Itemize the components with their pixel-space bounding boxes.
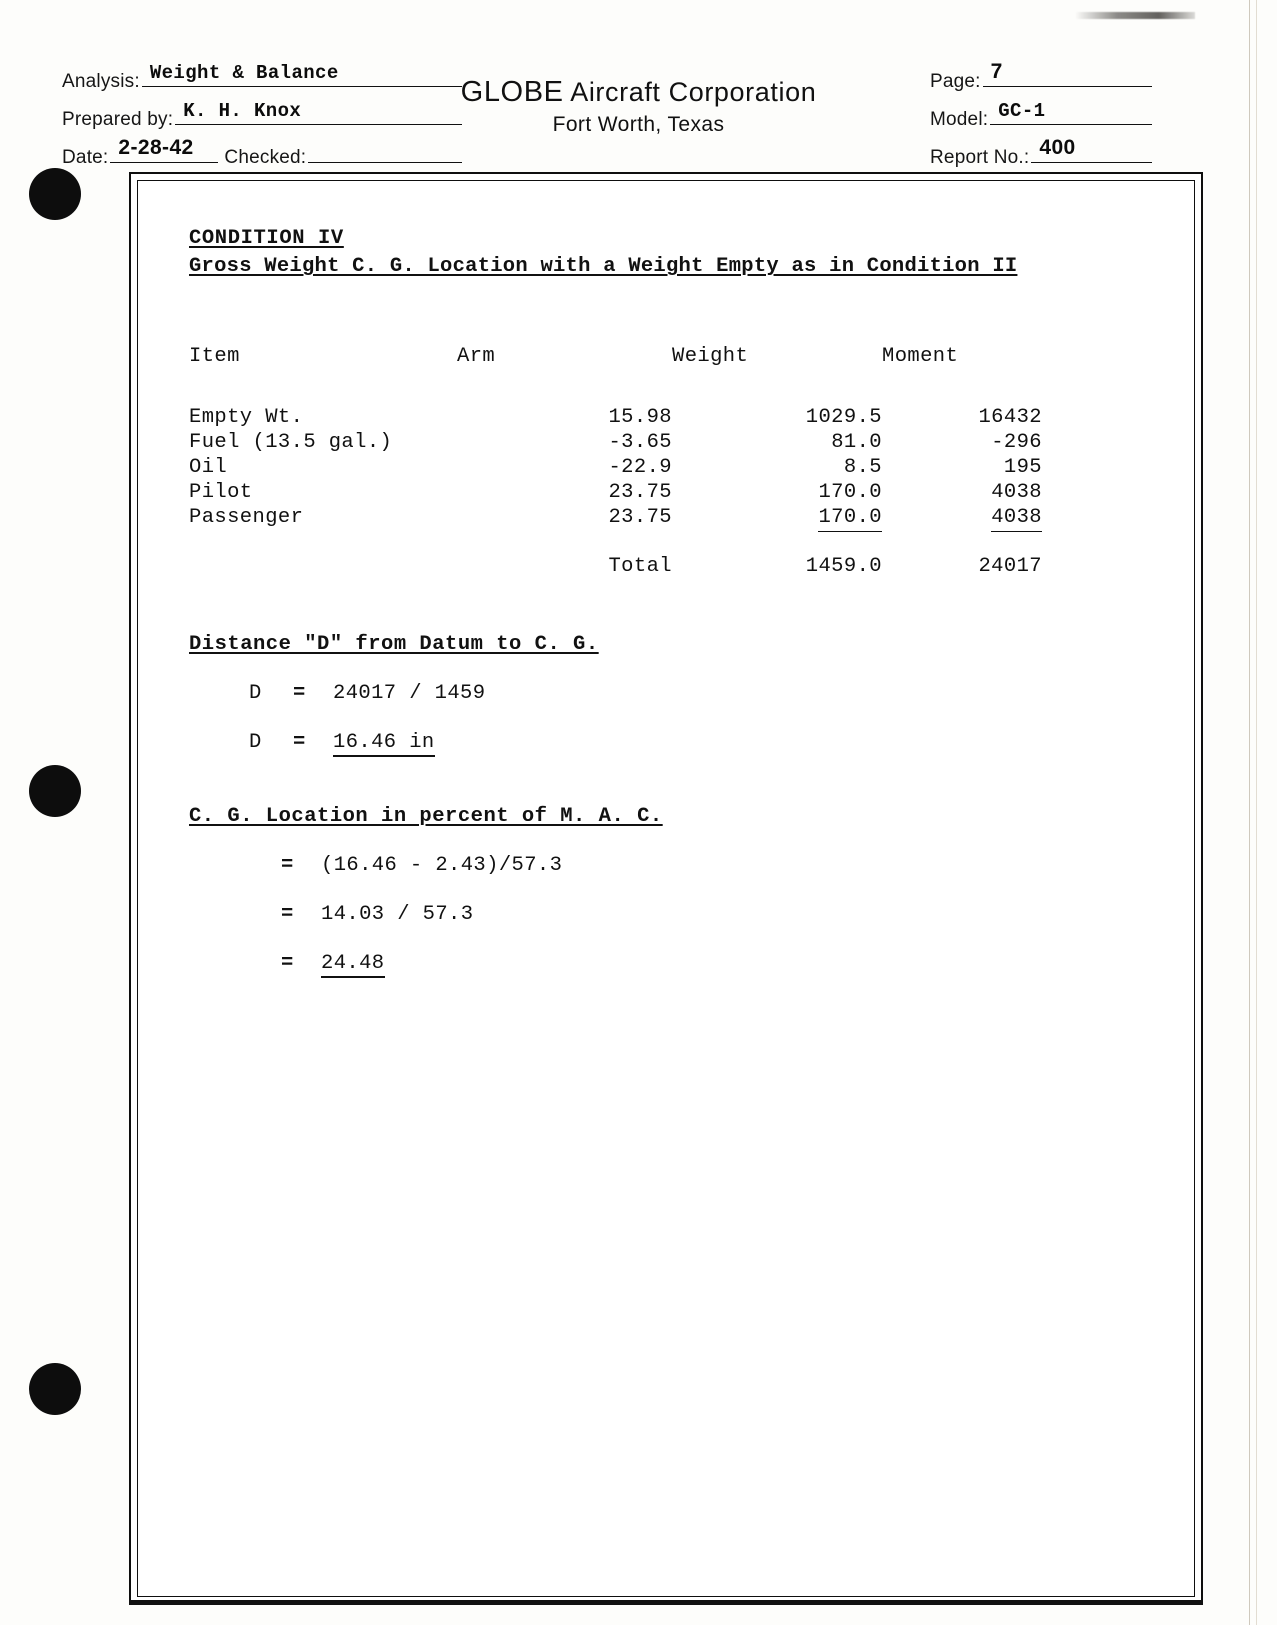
condition-title: CONDITION IV	[189, 227, 344, 250]
row-item: Fuel (13.5 gal.)	[189, 430, 393, 454]
column-header-weight: Weight	[672, 344, 749, 368]
distance-var-1: D	[249, 681, 262, 705]
distance-value-1: 24017 / 1459	[333, 681, 486, 705]
condition-subtitle: Gross Weight C. G. Location with a Weight Empty as in Condition II	[189, 255, 1018, 279]
mac-result: 24.48	[321, 952, 385, 978]
equals-sign-icon: =	[281, 951, 294, 975]
analysis-field-row	[62, 62, 462, 92]
hole-punch-bottom	[29, 1363, 81, 1415]
row-arm: 23.75	[608, 480, 672, 504]
row-arm: -3.65	[608, 430, 672, 454]
row-arm: 15.98	[608, 405, 672, 429]
row-moment-cell	[882, 505, 1042, 532]
report-no-field[interactable]	[1031, 138, 1152, 163]
date-value: 2-28-42	[118, 136, 194, 159]
page-field-row	[930, 62, 1152, 92]
row-item: Oil	[189, 455, 228, 479]
table-total-row	[189, 552, 1042, 579]
table-row	[189, 430, 1042, 455]
distance-result: 16.46 in	[333, 731, 435, 757]
row-weight: 170.0	[818, 480, 882, 504]
scan-bottom-margin	[0, 1625, 1277, 1647]
analysis-field[interactable]	[142, 62, 462, 87]
column-header-arm: Arm	[457, 344, 496, 368]
equals-sign-icon: =	[293, 730, 306, 754]
row-item: Passenger	[189, 505, 304, 529]
column-header-moment: Moment	[882, 344, 959, 368]
equals-sign-icon: =	[293, 681, 306, 705]
total-weight: 1459.0	[805, 554, 882, 578]
row-moment: -296	[991, 430, 1042, 454]
weight-balance-table-wrap	[189, 344, 1149, 579]
row-moment: 4038	[991, 505, 1042, 532]
row-moment: 195	[1003, 455, 1042, 479]
mac-value-2: 14.03 / 57.3	[321, 902, 474, 926]
row-weight: 8.5	[843, 455, 882, 479]
analysis-label: Analysis:	[62, 71, 140, 92]
table-row	[189, 505, 1042, 532]
scan-edge-line	[1249, 0, 1250, 1647]
header-left-fields	[62, 62, 462, 176]
header-right-fields	[930, 62, 1152, 176]
date-label: Date:	[62, 147, 109, 168]
weight-balance-table	[189, 344, 1042, 579]
company-city: Fort Worth, Texas	[552, 113, 725, 136]
table-spacer-row	[189, 532, 1042, 552]
model-value: GC-1	[998, 100, 1046, 122]
page-value: 7	[990, 60, 1003, 83]
row-item: Pilot	[189, 480, 253, 504]
mac-section	[189, 805, 1149, 978]
row-moment: 4038	[991, 480, 1042, 504]
equals-sign-icon: =	[281, 902, 294, 926]
form-header	[0, 0, 1277, 172]
prepared-by-field-row	[62, 100, 462, 130]
row-weight: 1029.5	[805, 405, 882, 429]
distance-var-2: D	[249, 730, 262, 754]
row-weight-cell	[672, 505, 882, 532]
distance-section-heading: Distance "D" from Datum to C. G.	[189, 632, 599, 656]
report-no-label: Report No.:	[930, 147, 1030, 168]
row-item: Empty Wt.	[189, 405, 304, 429]
document-frame-bottom-rule	[129, 1600, 1203, 1605]
table-header-row	[189, 344, 1042, 405]
table-row	[189, 455, 1042, 480]
prepared-by-label: Prepared by:	[62, 109, 174, 130]
distance-section	[189, 633, 1149, 757]
company-name-globe: GLOBE	[460, 76, 564, 108]
column-header-item: Item	[189, 344, 240, 368]
page-field[interactable]	[983, 62, 1152, 87]
prepared-by-field[interactable]	[175, 100, 462, 125]
table-row	[189, 405, 1042, 430]
mac-equation-1	[281, 854, 1149, 877]
distance-equation-1	[249, 682, 1149, 705]
date-checked-field-row	[62, 138, 462, 168]
row-moment: 16432	[978, 405, 1042, 429]
row-weight: 81.0	[831, 430, 882, 454]
mac-value-1: (16.46 - 2.43)/57.3	[321, 853, 563, 877]
model-field-row	[930, 100, 1152, 130]
model-field[interactable]	[990, 100, 1152, 125]
table-spacer-cell	[189, 532, 1042, 552]
model-label: Model:	[930, 109, 989, 130]
total-moment: 24017	[978, 554, 1042, 578]
table-row	[189, 480, 1042, 505]
distance-equation-2	[249, 731, 1149, 757]
report-no-value: 400	[1039, 136, 1076, 159]
equals-sign-icon: =	[281, 853, 294, 877]
row-weight: 170.0	[818, 505, 882, 532]
analysis-value: Weight & Balance	[149, 62, 339, 84]
prepared-by-value: K. H. Knox	[183, 100, 302, 122]
row-arm: -22.9	[608, 455, 672, 479]
checked-label: Checked:	[224, 147, 307, 168]
total-label: Total	[608, 554, 672, 578]
row-arm: 23.75	[608, 505, 672, 529]
hole-punch-middle	[29, 765, 81, 817]
company-name-rest: Aircraft Corporation	[563, 77, 817, 107]
scan-edge-line-outer	[1256, 0, 1257, 1647]
mac-section-heading: C. G. Location in percent of M. A. C.	[189, 804, 663, 828]
mac-equation-3	[281, 952, 1149, 978]
mac-equation-2	[281, 903, 1149, 926]
document-body	[189, 225, 1149, 978]
checked-field[interactable]	[308, 138, 462, 163]
report-no-field-row	[930, 138, 1152, 168]
date-field[interactable]	[110, 138, 218, 163]
page-label: Page:	[930, 71, 981, 92]
